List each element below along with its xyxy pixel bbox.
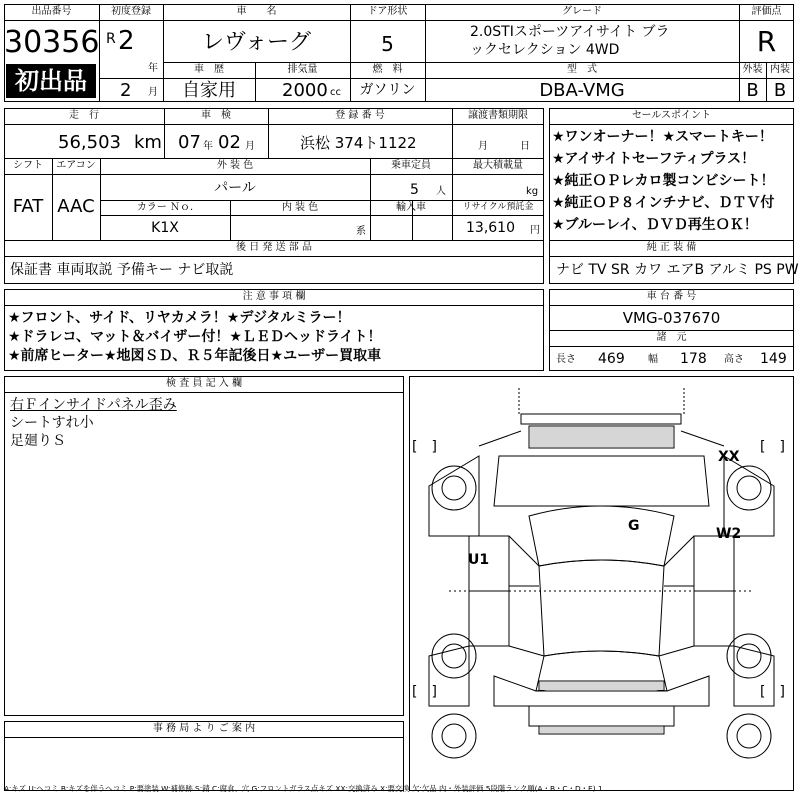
grade-line2: ックセレクション 4WD xyxy=(470,42,620,58)
height: 149 xyxy=(760,351,787,367)
mark-xx: XX xyxy=(718,449,740,465)
insp-month-unit: 月 xyxy=(245,141,255,152)
bracket-right-rear: [ ] xyxy=(760,684,785,700)
reg-label: 初度登録 xyxy=(111,6,151,17)
divider xyxy=(4,124,544,125)
reg-month: 2 xyxy=(120,80,132,101)
insp-year: 07 xyxy=(178,132,201,153)
later-label: 後 日 発 送 部 品 xyxy=(236,242,312,253)
color-label: 外 装 色 xyxy=(216,160,254,171)
shift: FAT xyxy=(12,196,44,217)
caution-line: ★ドラレコ、マット＆バイザー付！★ＬＥＤヘッドライト！ xyxy=(8,329,382,345)
transfer-day: 日 xyxy=(520,141,530,152)
colorno: K1X xyxy=(151,220,179,236)
door-label: ドア形状 xyxy=(367,6,408,17)
mileage-label: 走 行 xyxy=(69,110,99,121)
car-diagram xyxy=(409,376,794,791)
wid-label: 幅 xyxy=(648,354,658,365)
import-label: 輸入車 xyxy=(396,202,426,213)
office-label: 事 務 局 よ り ご 案 内 xyxy=(152,723,256,734)
sales-line: ★アイサイトセーフティプラス！ xyxy=(552,151,756,167)
divider xyxy=(549,256,794,257)
inspection-label: 車 検 xyxy=(201,110,231,121)
model-label: 型 式 xyxy=(567,64,597,75)
first-listing-badge: 初出品 xyxy=(6,64,96,98)
bracket-right-front: [ ] xyxy=(760,439,785,455)
mileage: 56,503 xyxy=(58,132,121,153)
width: 178 xyxy=(680,351,707,367)
inspector-note: 右Ｆインサイドパネル歪み xyxy=(10,397,177,413)
ext-score: B xyxy=(746,80,759,101)
insp-year-unit: 年 xyxy=(203,141,213,152)
model: DBA-VMG xyxy=(539,80,625,101)
chassis-label: 車 台 番 号 xyxy=(646,291,697,302)
divider xyxy=(4,305,544,306)
divider xyxy=(549,330,794,331)
interior-unit: 系 xyxy=(356,226,366,237)
chassis-number: VMG-037670 xyxy=(622,309,721,327)
sales-line: ★純正ＯＰレカロ製コンビシート！ xyxy=(552,173,775,189)
divider xyxy=(4,20,99,21)
displacement: 2000 xyxy=(282,80,328,101)
spec-label: 諸 元 xyxy=(656,332,687,343)
grade-line1: 2.0STIスポーツアイサイト ブラ xyxy=(470,24,670,40)
sales-line: ★ブルーレイ、ＤＶＤ再生ＯＫ！ xyxy=(552,217,758,233)
colorno-label: カラー Ｎｏ. xyxy=(136,202,194,213)
divider xyxy=(4,392,404,393)
divider xyxy=(163,78,739,79)
reg-era: R xyxy=(106,31,116,47)
ext-label: 外装 xyxy=(742,64,763,75)
ac-label: エアコン xyxy=(56,160,96,171)
grade-label: グレード xyxy=(562,6,602,17)
sales-line: ★ワンオーナー！★スマートキー！ xyxy=(552,129,773,145)
load-label: 最大積載量 xyxy=(473,160,523,171)
hgt-label: 高さ xyxy=(724,354,744,365)
divider xyxy=(549,124,794,125)
mark-w2: W2 xyxy=(716,526,742,542)
history: 自家用 xyxy=(182,80,236,101)
plate-label: 登 録 番 号 xyxy=(335,110,385,121)
inspector-note: シートすれ小 xyxy=(10,415,94,431)
score: R xyxy=(756,25,777,58)
insp-month: 02 xyxy=(218,132,241,153)
inspector-note: 足廻りＳ xyxy=(10,433,66,449)
capacity-unit: 人 xyxy=(436,186,446,197)
equipment-label: 純 正 装 備 xyxy=(646,242,697,253)
legend: A:キズ U:ヘコミ B:キズを伴うヘコミ P:要塗装 W:補修跡 S:錆 C:腐食、穴 G:フロントガラス点キズ XX:交換済み X:要交換 欠:欠品 内・外装評価 5段階ランク順(A・B・C・D・E) 1 xyxy=(4,784,603,793)
fuel: ガソリン xyxy=(359,82,416,98)
mileage-unit: km xyxy=(134,132,162,153)
divider xyxy=(4,256,544,257)
int-score: B xyxy=(773,80,787,101)
sales-line: ★純正ＯＰ８インチナビ、ＤＴＶ付 xyxy=(552,195,775,211)
divider xyxy=(549,346,794,347)
reg-year-unit: 年 xyxy=(148,63,158,74)
mark-u1: U1 xyxy=(468,552,490,568)
later-parts: 保証書 車両取説 予備キー ナビ取説 xyxy=(10,262,234,278)
caution-label: 注 意 事 項 欄 xyxy=(242,291,306,302)
fuel-label: 燃 料 xyxy=(372,64,403,75)
load-unit: kg xyxy=(526,186,539,197)
divider xyxy=(4,174,544,175)
lot-number: 30356 xyxy=(4,25,100,60)
caution-line: ★前席ヒーター★地図ＳＤ、Ｒ５年記後日★ユーザー買取車 xyxy=(8,348,382,364)
lot-label: 出品番号 xyxy=(31,6,72,17)
transfer-label: 譲渡書類期限 xyxy=(468,110,528,121)
history-label: 車 歴 xyxy=(194,64,224,75)
divider xyxy=(739,20,794,21)
divider xyxy=(163,62,739,63)
mark-g: G xyxy=(628,518,640,534)
inspector-label: 検 査 員 記 入 欄 xyxy=(166,378,242,389)
capacity: 5 xyxy=(410,182,419,198)
len-label: 長さ xyxy=(556,354,576,365)
plate: 浜松 374ト1122 xyxy=(300,134,417,152)
divider xyxy=(549,240,794,241)
score-label: 評価点 xyxy=(751,6,782,17)
divider xyxy=(99,20,739,21)
car-name: レヴォーグ xyxy=(201,30,312,55)
divider xyxy=(4,737,404,738)
disp-unit: cc xyxy=(330,87,341,98)
color: パール xyxy=(214,180,256,196)
divider xyxy=(99,4,100,102)
bracket-left-rear: [ ] xyxy=(412,684,437,700)
length: 469 xyxy=(598,351,625,367)
sales-label: セールスポイント xyxy=(631,110,712,121)
divider xyxy=(100,215,544,216)
divider xyxy=(100,200,544,201)
bracket-left-front: [ ] xyxy=(412,439,437,455)
caution-line: ★フロント、サイド、リヤカメラ！★デジタルミラー！ xyxy=(8,310,351,326)
reg-year: 2 xyxy=(118,26,135,56)
transfer-month: 月 xyxy=(478,141,488,152)
capacity-label: 乗車定員 xyxy=(391,160,431,171)
disp-label: 排気量 xyxy=(287,64,318,75)
divider xyxy=(99,78,163,79)
interior-label: 内 装 色 xyxy=(281,202,319,213)
doors: 5 xyxy=(381,32,394,56)
recycle: 13,610 xyxy=(466,220,515,236)
divider xyxy=(4,240,544,241)
ac: AAC xyxy=(57,196,95,217)
name-label: 車 名 xyxy=(236,6,277,17)
shift-label: シフト xyxy=(13,160,43,171)
recycle-unit: 円 xyxy=(530,225,540,236)
reg-month-unit: 月 xyxy=(148,87,158,98)
recycle-label: リサイクル預託金 xyxy=(462,202,534,212)
divider xyxy=(4,158,544,159)
int-label: 内装 xyxy=(770,64,790,75)
equipment: ナビ TV SR カワ エアB アルミ PS PW xyxy=(556,262,799,278)
divider xyxy=(549,305,794,306)
